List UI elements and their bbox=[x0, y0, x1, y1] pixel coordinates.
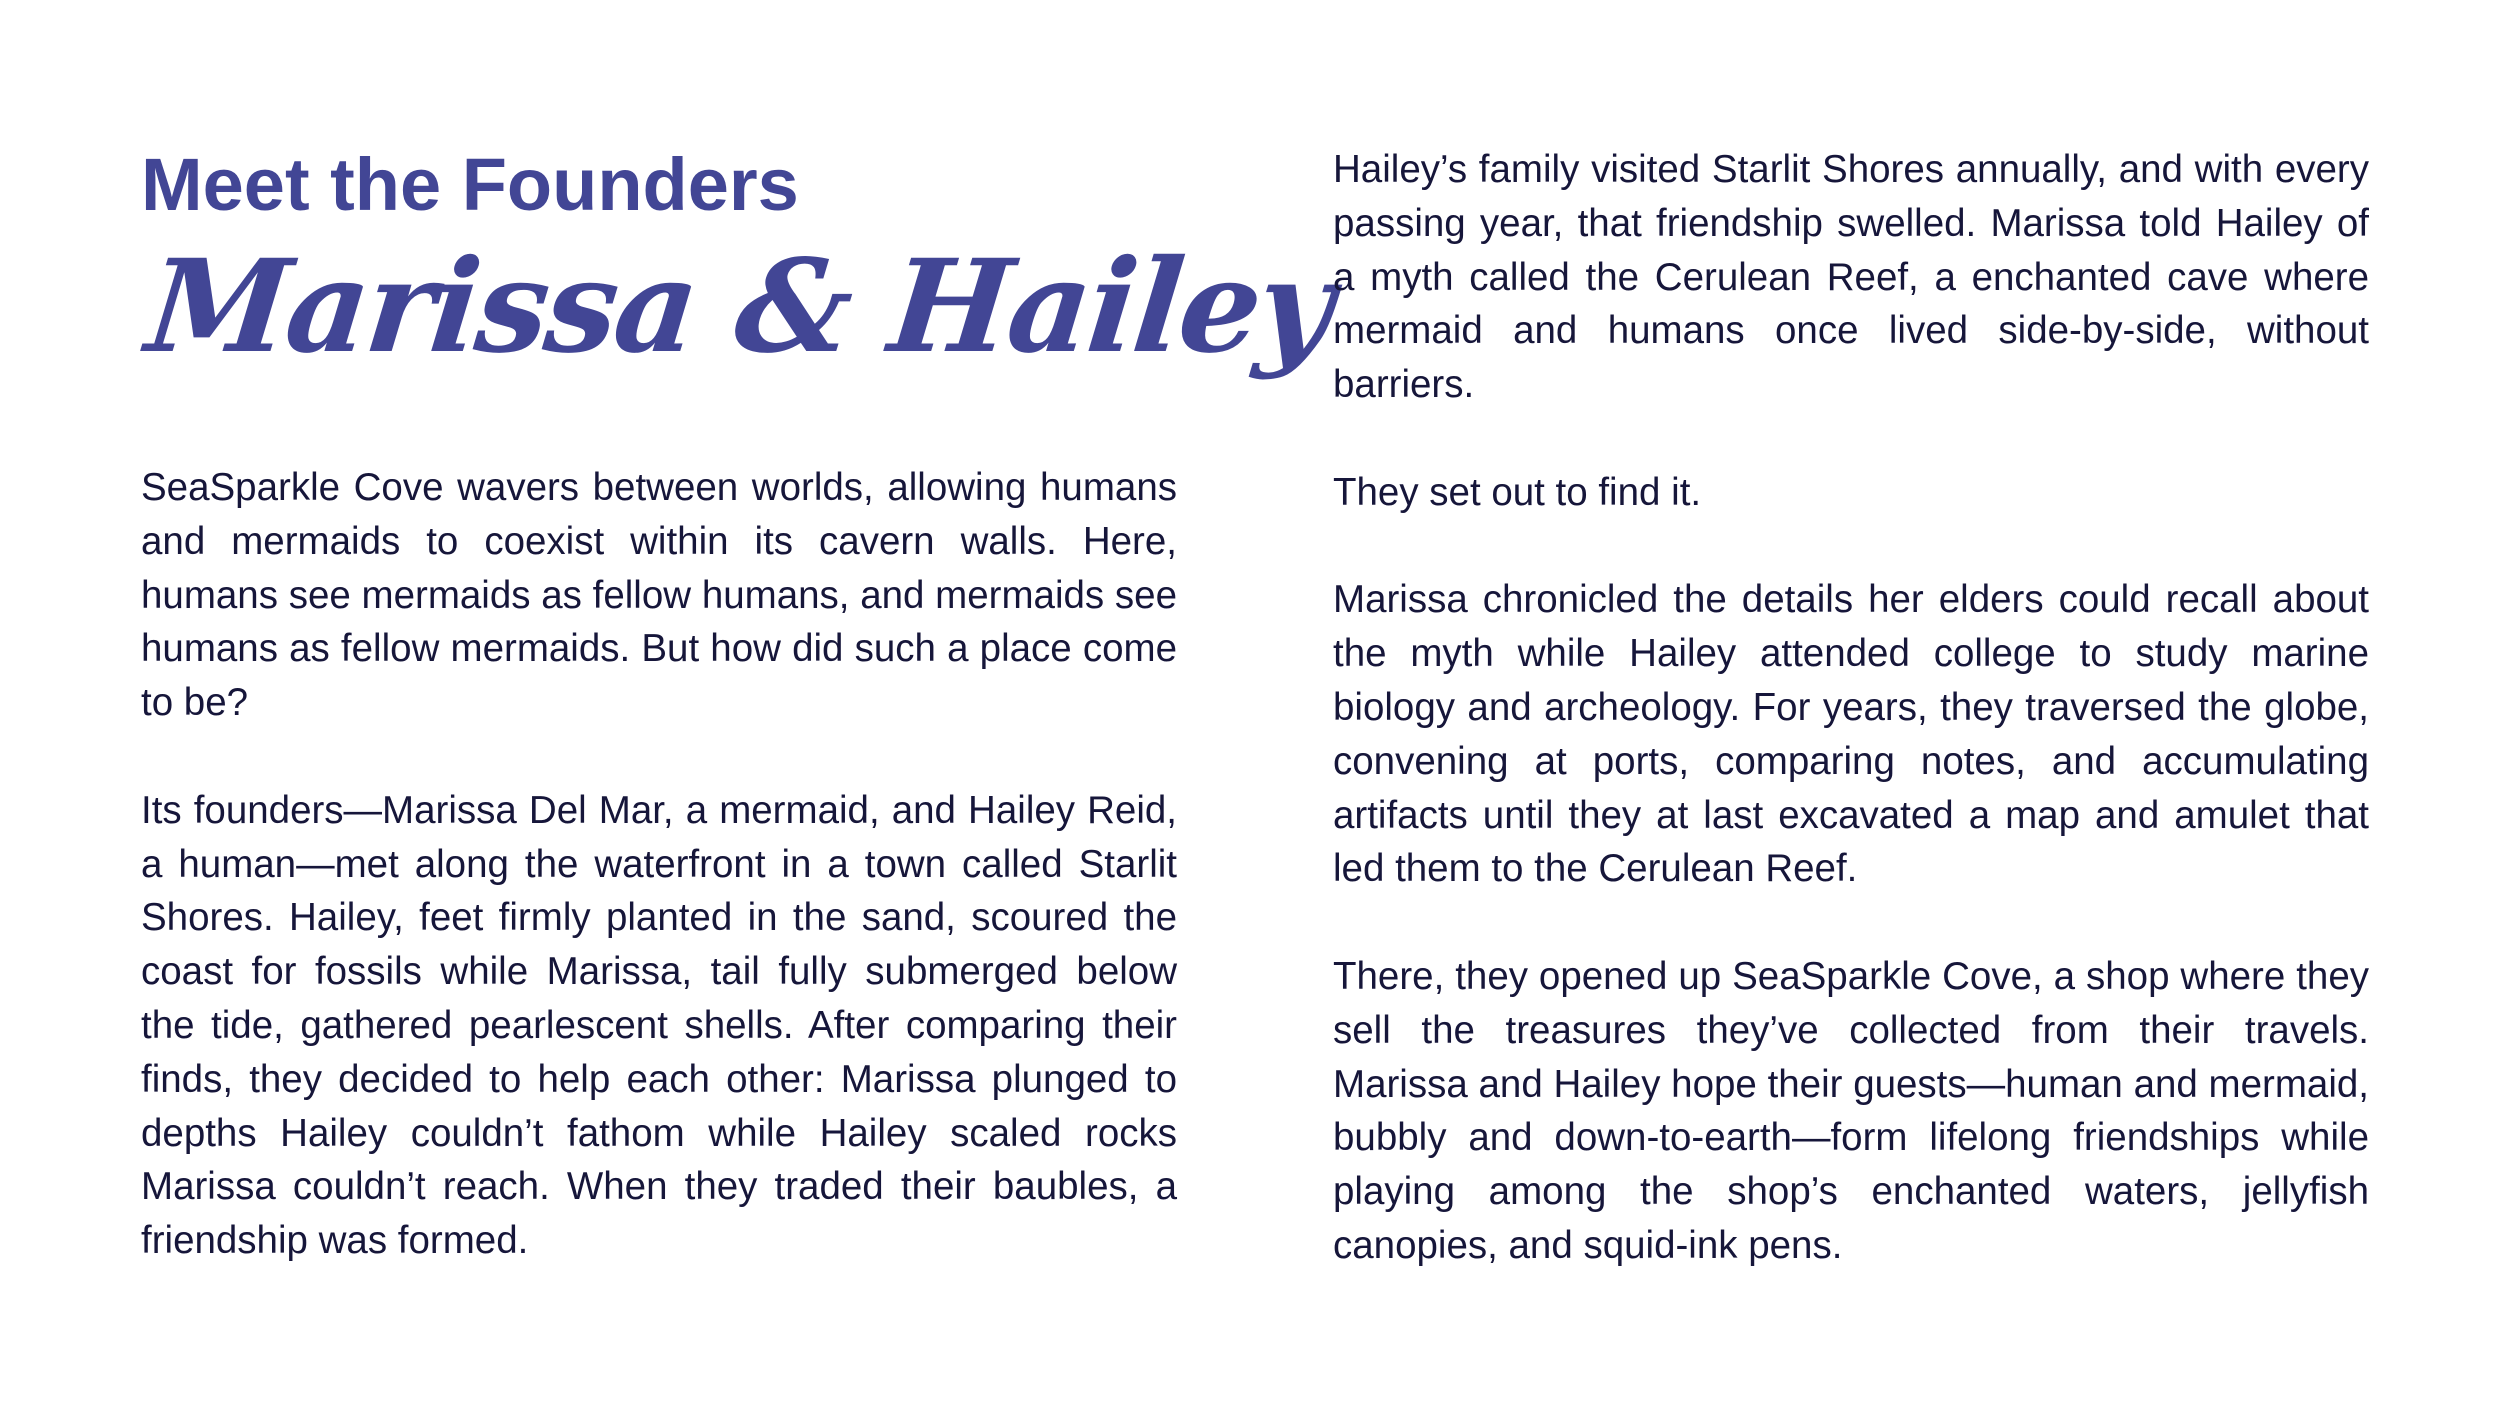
paragraph-chronicle: Marissa chronicled the details her elders could recall about the myth while Hailey attended college to study marine biology and archeology. For years, they traversed the globe, convening at ports, comparing notes, and accumulating artifacts until they at last excavated a map and amulet that led them to the Cerulean Reef. bbox=[1333, 578, 2369, 891]
paragraph-founders: Its founders—Marissa Del Mar, a mermaid, and Hailey Reid, a human—met along the waterfront in a town called Starlit Shores. Hailey, feet firmly planted in the sand, scoured the coast for fossils while Marissa, tail fully submerged below the tide, gathered pearlescent shells. After comparing their finds, they decided to help each other: Marissa plunged to depths Hailey couldn’t fathom while Hailey scaled rocks Marissa couldn’t reach. When they traded their baubles, a friendship was formed. bbox=[141, 788, 1177, 1263]
paragraph-set-out: They set out to find it. bbox=[1333, 470, 1702, 514]
left-column bbox=[140, 143, 1338, 1268]
founders-title: Marissa & Hailey bbox=[140, 232, 1338, 382]
section-eyebrow: Meet the Founders bbox=[141, 143, 799, 226]
left-body bbox=[141, 461, 1177, 1268]
paragraph-shop: There, they opened up SeaSparkle Cove, a shop where they sell the treasures they’ve collected from their travels. Marissa and Hailey hope their guests—human and mermaid, bubbly and down-to-earth—form lifelong friendships while playing among the shop’s enchanted waters, jellyfish canopies, and squid-ink pens. bbox=[1333, 954, 2369, 1267]
right-column bbox=[1333, 143, 2369, 1273]
paragraph-family: Hailey’s family visited Starlit Shores annually, and with every passing year, that friendship swelled. Marissa told Hailey of a myth called the Cerulean Reef, a enchanted cave where mermaid and humans once lived side-by-side, without barriers. bbox=[1333, 148, 2369, 407]
paragraph-intro: SeaSparkle Cove wavers between worlds, allowing humans and mermaids to coexist within its cavern walls. Here, humans see mermaids as fellow humans, and mermaids see humans as fellow mermaids. But how did such a place come to be? bbox=[141, 466, 1177, 725]
